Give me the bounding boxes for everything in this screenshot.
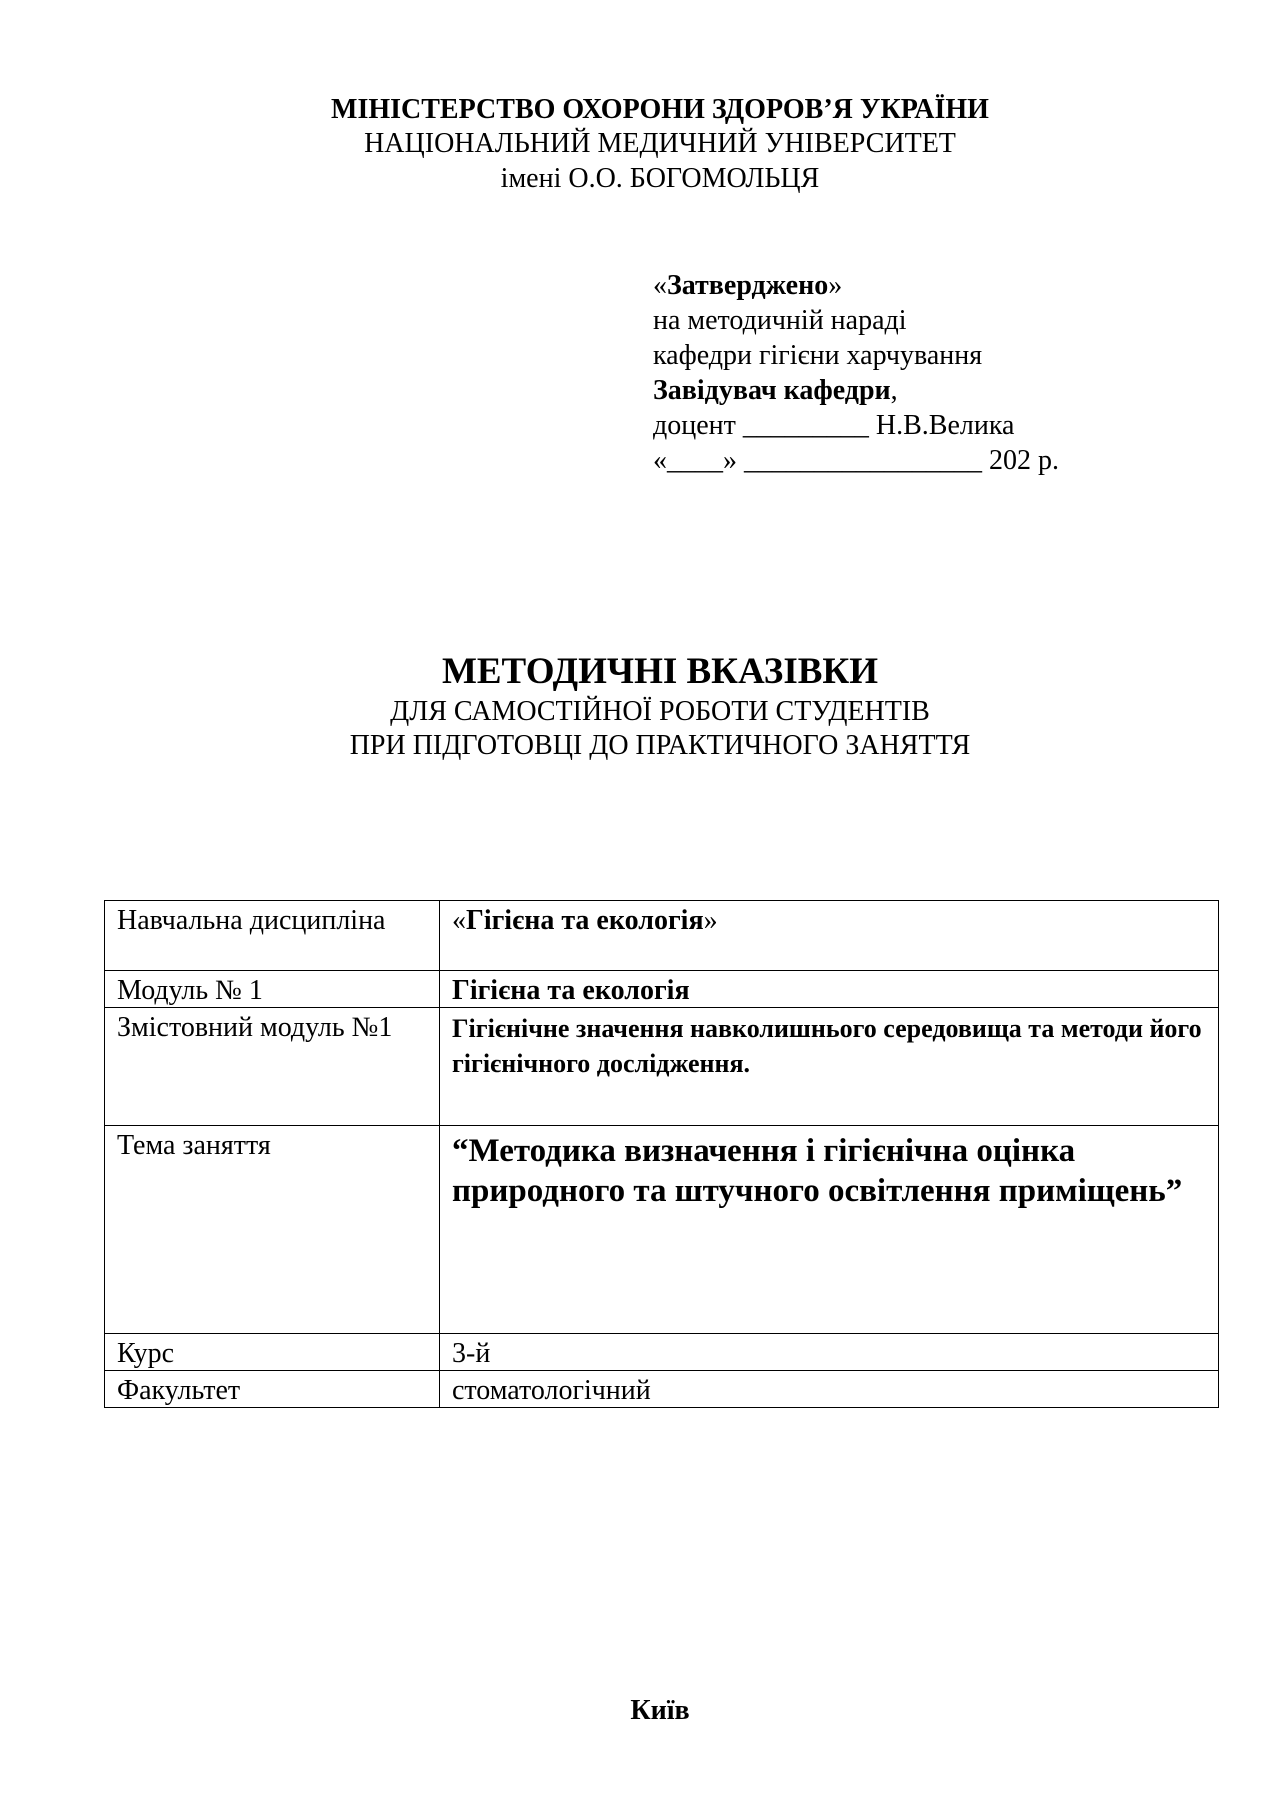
city-footer: Київ	[630, 1695, 690, 1726]
topic-label: Тема заняття	[105, 1126, 440, 1334]
discipline-value: Гігієна та екологія	[466, 905, 704, 936]
course-info-table	[104, 900, 1219, 1408]
module-value: Гігієна та екологія	[440, 971, 1219, 1008]
topic-value-cell	[440, 1126, 1219, 1334]
content-module-value: Гігієнічне значення навколишнього середовища та методи його гігієнічного дослідження.	[452, 1014, 1202, 1078]
table-row-course	[105, 1334, 1219, 1371]
approval-meeting-line: на методичній нараді	[653, 305, 907, 336]
document-subtitle-1: ДЛЯ САМОСТІЙНОЇ РОБОТИ СТУДЕНТІВ	[390, 696, 930, 727]
university-named-after: імені О.О. БОГОМОЛЬЦЯ	[500, 163, 820, 194]
discipline-label: Навчальна дисципліна	[105, 901, 440, 971]
university-heading: НАЦІОНАЛЬНИЙ МЕДИЧНИЙ УНІВЕРСИТЕТ	[364, 128, 956, 159]
document-subtitle-2: ПРИ ПІДГОТОВЦІ ДО ПРАКТИЧНОГО ЗАНЯТТЯ	[349, 730, 971, 761]
faculty-label: Факультет	[105, 1371, 440, 1408]
document-title: МЕТОДИЧНІ ВКАЗІВКИ	[441, 651, 879, 692]
approval-approved: Затверджено	[667, 270, 829, 301]
approval-head-comma: ,	[890, 375, 898, 406]
approval-stamp-line	[653, 268, 842, 303]
course-label: Курс	[105, 1334, 440, 1371]
approval-department-line: кафедри гігієни харчування	[653, 340, 983, 371]
faculty-value: стоматологічний	[440, 1371, 1219, 1408]
table-row-topic	[105, 1126, 1219, 1334]
approval-close-quote: »	[828, 270, 843, 301]
content-module-label: Змістовний модуль №1	[105, 1008, 440, 1126]
course-value: 3-й	[440, 1334, 1219, 1371]
content-module-value-cell	[440, 1008, 1219, 1126]
discipline-close-quote: »	[703, 905, 718, 936]
topic-value: “Методика визначення і гігієнічна оцінка природного та штучного освітлення приміщень”	[452, 1133, 1183, 1209]
discipline-open-quote: «	[452, 905, 466, 936]
table-row-faculty	[105, 1371, 1219, 1408]
table-row-discipline	[105, 901, 1219, 971]
table-row-content-module	[105, 1008, 1219, 1126]
approval-head-title: Завідувач кафедри	[653, 375, 891, 406]
discipline-value-cell	[440, 901, 1219, 971]
approval-signature-line: доцент _________ Н.В.Велика	[653, 410, 1015, 441]
module-label: Модуль № 1	[105, 971, 440, 1008]
approval-head-line	[653, 373, 898, 408]
approval-open-quote: «	[653, 270, 667, 301]
approval-date-line: «____» _________________ 202 р.	[653, 445, 1059, 476]
table-row-module	[105, 971, 1219, 1008]
ministry-heading: МІНІСТЕРСТВО ОХОРОНИ ЗДОРОВ’Я УКРАЇНИ	[331, 94, 989, 125]
